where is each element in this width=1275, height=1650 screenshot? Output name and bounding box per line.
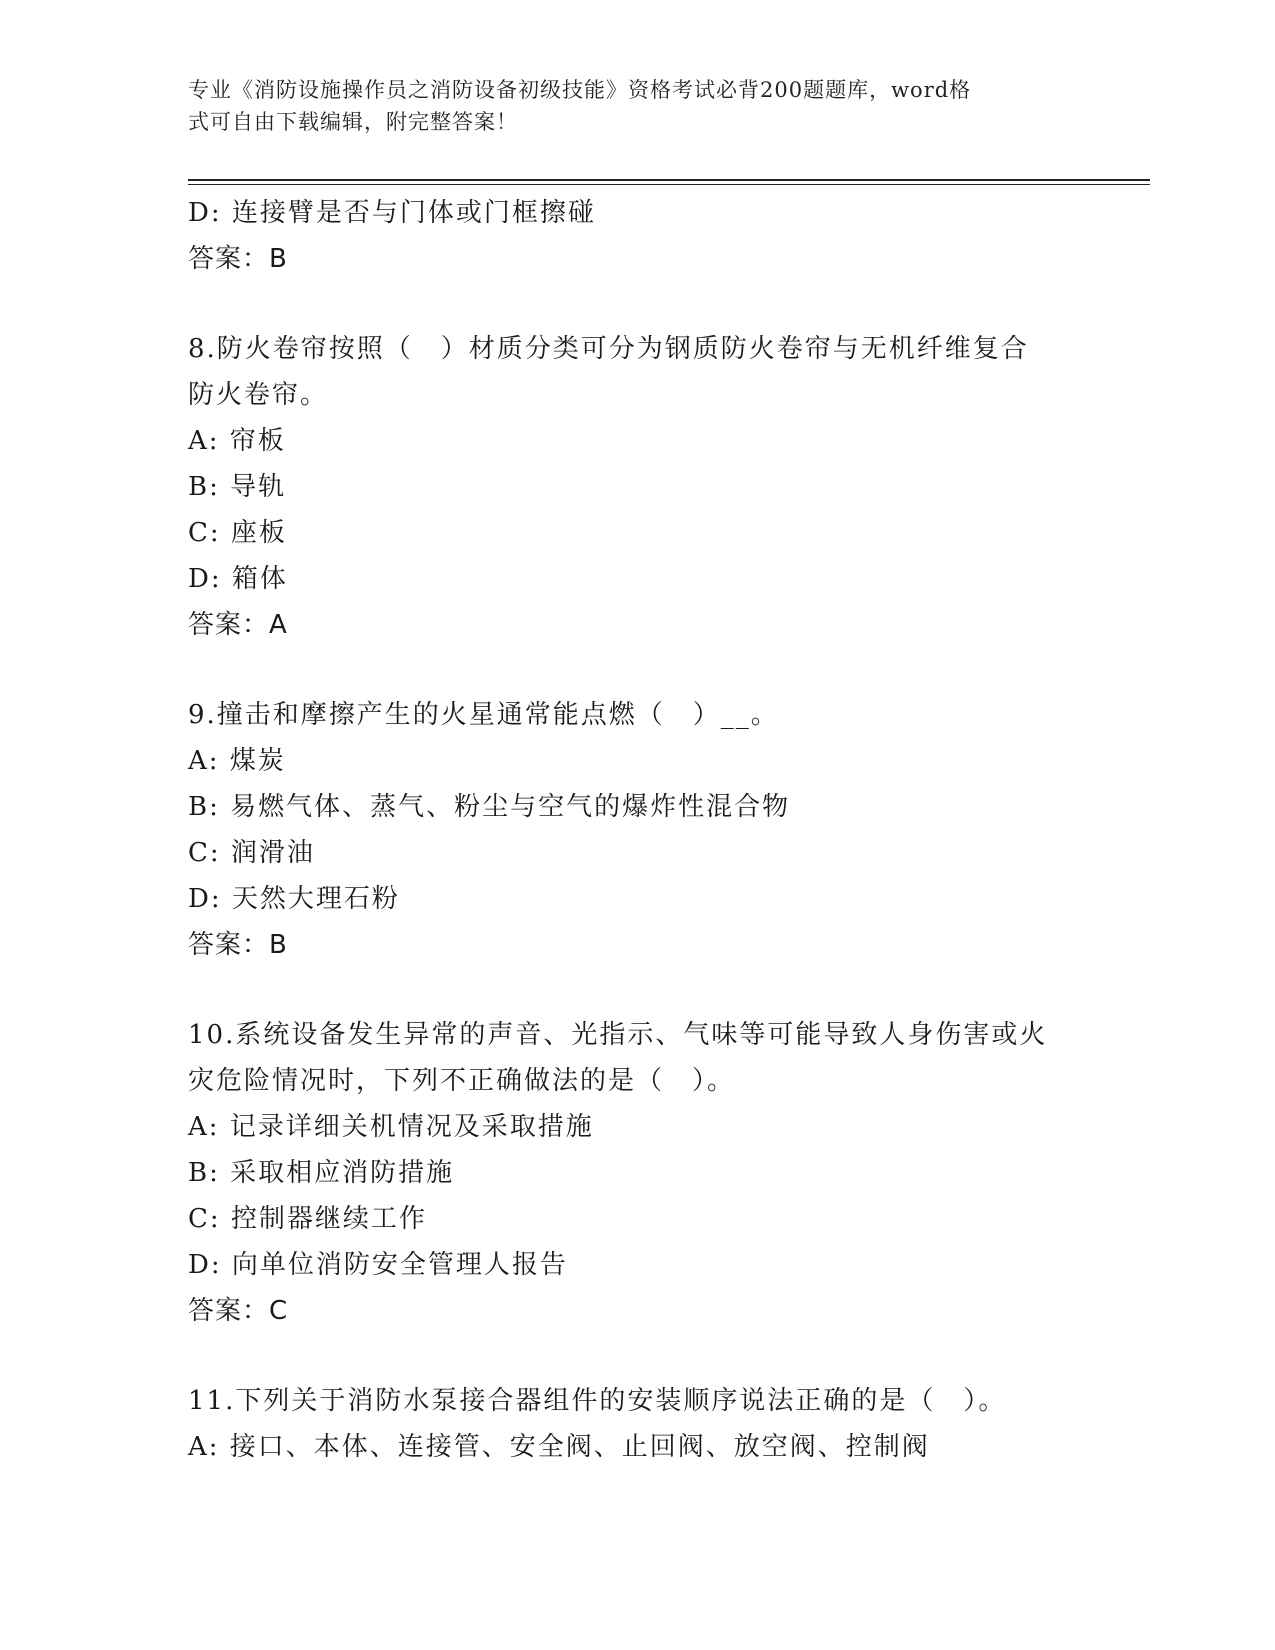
question-text: 8.防火卷帘按照（ ）材质分类可分为钢质防火卷帘与无机纤维复合 xyxy=(188,334,1029,364)
option-d: D: 天然大理石粉 xyxy=(188,884,400,914)
spacer xyxy=(188,648,1088,692)
answer-line: 答案：C xyxy=(188,1296,289,1326)
answer-line: 答案：A xyxy=(188,610,288,640)
option-a: A: 记录详细关机情况及采取措施 xyxy=(188,1112,594,1142)
option-c: C: 控制器继续工作 xyxy=(188,1204,427,1234)
question-text: 10.系统设备发生异常的声音、光指示、气味等可能导致人身伤害或火 xyxy=(188,1020,1048,1050)
option-a: A: 煤炭 xyxy=(188,746,286,776)
option-c: C: 座板 xyxy=(188,518,287,548)
question-11 xyxy=(188,1378,1088,1470)
header-line-1: 专业《消防设施操作员之消防设备初级技能》资格考试必背200题题库，word格 xyxy=(188,78,972,102)
header-rule-thin xyxy=(188,184,1150,185)
spacer xyxy=(188,1334,1088,1378)
answer-line: 答案：B xyxy=(188,244,288,274)
option-d: D: 连接臂是否与门体或门框擦碰 xyxy=(188,198,596,228)
document-header xyxy=(188,74,1068,138)
option-b: B: 易燃气体、蒸气、粉尘与空气的爆炸性混合物 xyxy=(188,792,791,822)
question-10 xyxy=(188,1012,1088,1334)
option-a: A: 接口、本体、连接管、安全阀、止回阀、放空阀、控制阀 xyxy=(188,1432,930,1462)
spacer xyxy=(188,968,1088,1012)
answer-line: 答案：B xyxy=(188,930,288,960)
question-text: 9.撞击和摩擦产生的火星通常能点燃（ ）__。 xyxy=(188,700,779,730)
question-9 xyxy=(188,692,1088,968)
option-b: B: 导轨 xyxy=(188,472,287,502)
question-text-cont: 灾危险情况时，下列不正确做法的是（ ）。 xyxy=(188,1066,736,1096)
option-d: D: 箱体 xyxy=(188,564,288,594)
option-a: A: 帘板 xyxy=(188,426,286,456)
spacer xyxy=(188,282,1088,326)
header-line-2: 式可自由下载编辑，附完整答案！ xyxy=(188,110,518,134)
question-text-cont: 防火卷帘。 xyxy=(188,380,329,410)
option-d: D: 向单位消防安全管理人报告 xyxy=(188,1250,568,1280)
option-b: B: 采取相应消防措施 xyxy=(188,1158,455,1188)
question-text: 11.下列关于消防水泵接合器组件的安装顺序说法正确的是（ ）。 xyxy=(188,1386,1007,1416)
question-content xyxy=(188,190,1088,1470)
question-8 xyxy=(188,326,1088,648)
option-c: C: 润滑油 xyxy=(188,838,315,868)
header-rule xyxy=(188,179,1150,181)
